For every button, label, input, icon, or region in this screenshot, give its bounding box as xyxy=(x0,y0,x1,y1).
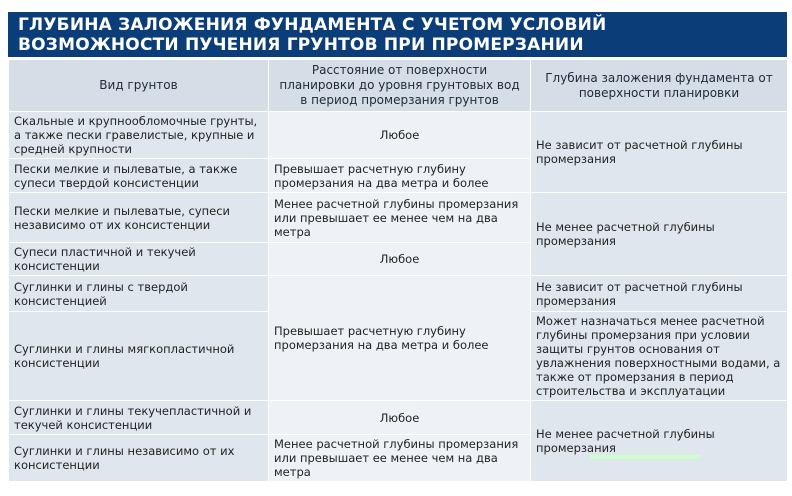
highlight-artifact xyxy=(590,455,700,459)
header-depth: Глубина заложения фундамента от поверхности планировки xyxy=(531,60,788,112)
distance-cell: Любое xyxy=(269,401,531,435)
soil-cell: Супеси пластичной и текучей консистенции xyxy=(9,243,269,276)
soil-cell: Суглинки и глины текучепластичной и текучей консистенции xyxy=(9,401,269,435)
depth-cell: Не менее расчетной глубины промерзания xyxy=(531,401,788,482)
distance-cell: Любое xyxy=(269,112,531,159)
soil-cell: Суглинки и глины с твердой консистенцией xyxy=(9,276,269,312)
table-row xyxy=(9,193,788,243)
depth-cell: Может назначаться менее расчетной глубины промерзания при условии защиты грунтов основания от увлажнения поверхностными водами, а также от промерзания в период строительства и эксплуатации xyxy=(531,312,788,401)
soil-cell: Скальные и крупнообломочные грунты, а также пески гравелистые, крупные и средней крупности xyxy=(9,112,269,159)
header-soil-type: Вид грунтов xyxy=(9,60,269,112)
distance-cell: Превышает расчетную глубину промерзания на два метра и более xyxy=(269,276,531,401)
soil-cell: Суглинки и глины мягкопластичной консистенции xyxy=(9,312,269,401)
table-row xyxy=(9,401,788,435)
title-line-2: ВОЗМОЖНОСТИ ПУЧЕНИЯ ГРУНТОВ ПРИ ПРОМЕРЗАНИИ xyxy=(18,35,584,55)
distance-cell: Любое xyxy=(269,243,531,276)
distance-cell: Превышает расчетную глубину промерзания на два метра и более xyxy=(269,159,531,193)
table-title xyxy=(8,12,787,57)
depth-cell: Не зависит от расчетной глубины промерзания xyxy=(531,112,788,193)
distance-cell: Менее расчетной глубины промерзания или превышает ее менее чем на два метра xyxy=(269,193,531,243)
soil-cell: Суглинки и глины независимо от их консистенции xyxy=(9,435,269,482)
table-row xyxy=(9,112,788,159)
title-line-1: ГЛУБИНА ЗАЛОЖЕНИЯ ФУНДАМЕНТА С УЧЕТОМ УСЛОВИЙ xyxy=(18,15,607,35)
distance-cell: Менее расчетной глубины промерзания или превышает ее менее чем на два метра xyxy=(269,435,531,482)
table-row xyxy=(9,276,788,312)
soil-cell: Пески мелкие и пылеватые, а также супеси твердой консистенции xyxy=(9,159,269,193)
header-row xyxy=(9,60,788,112)
soil-cell: Пески мелкие и пылеватые, супеси независимо от их консистенции xyxy=(9,193,269,243)
depth-cell: Не менее расчетной глубины промерзания xyxy=(531,193,788,276)
depth-cell: Не зависит от расчетной глубины промерзания xyxy=(531,276,788,312)
foundation-depth-table xyxy=(8,59,788,482)
header-distance: Расстояние от поверхности планировки до уровня грунтовых вод в период промерзания грунтов xyxy=(269,60,531,112)
